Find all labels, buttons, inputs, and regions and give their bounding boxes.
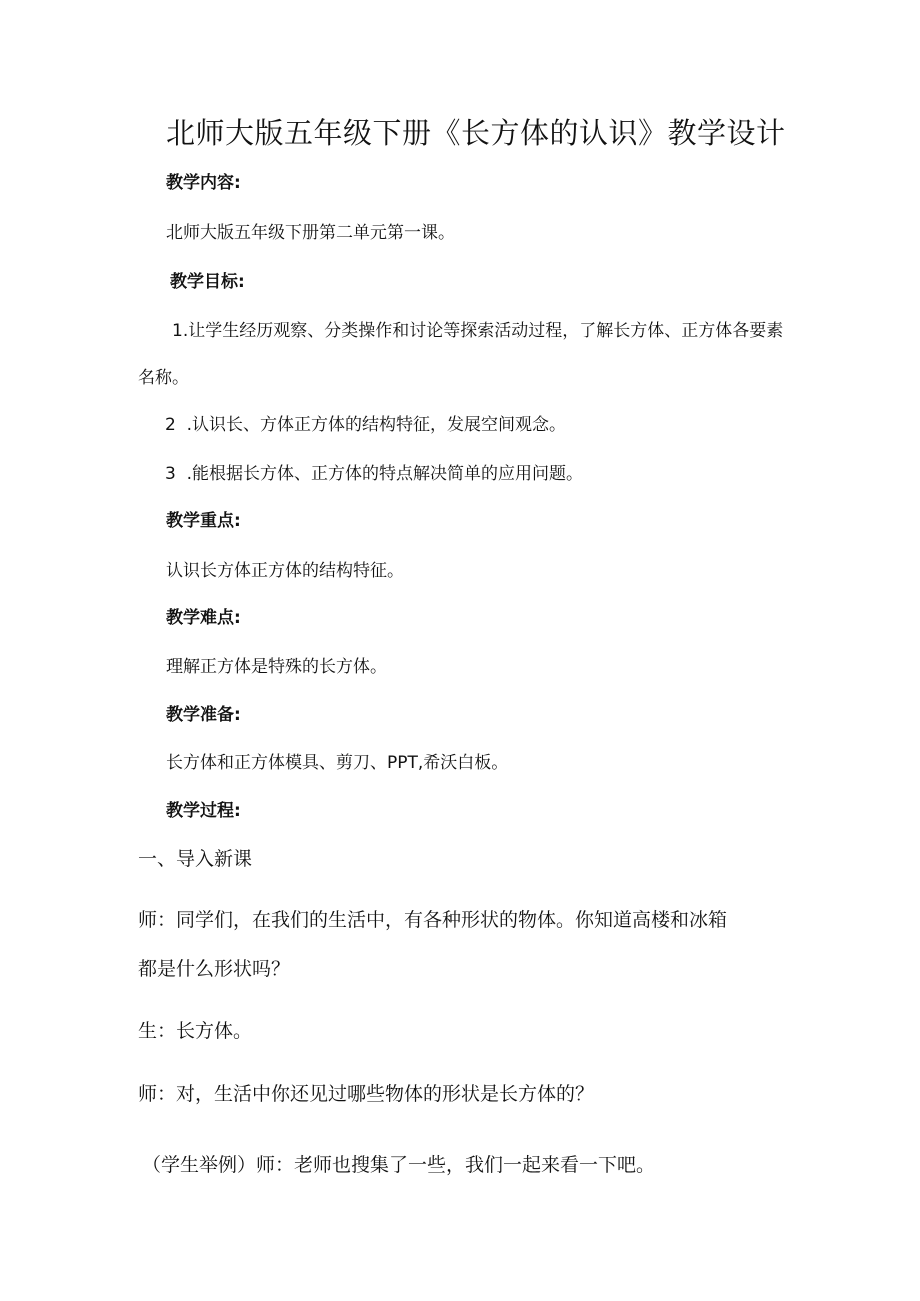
preparation-text: 长方体和正方体模具、剪刀、PPT,希沃白板。: [166, 753, 509, 773]
part-1-heading: 一、导入新课: [138, 848, 253, 870]
goal-1-line-2: 名称。: [138, 368, 189, 388]
content-heading: 教学内容:: [166, 173, 241, 193]
difficulty-text: 理解正方体是特殊的长方体。: [166, 657, 387, 677]
dialogue-1-line-2: 都是什么形状吗？: [138, 958, 291, 980]
difficulty-heading: 教学难点:: [166, 608, 241, 628]
goals-heading: 教学目标:: [170, 272, 245, 292]
content-text: 北师大版五年级下册第二单元第一课。: [166, 223, 455, 243]
goal-2: 2 .认识长、方体正方体的结构特征，发展空间观念。: [165, 415, 567, 435]
dialogue-3: 师：对，生活中你还见过哪些物体的形状是长方体的？: [138, 1083, 595, 1105]
process-heading: 教学过程:: [166, 801, 241, 821]
key-points-heading: 教学重点:: [166, 511, 241, 531]
preparation-heading: 教学准备:: [166, 705, 241, 725]
dialogue-4: （学生举例）师：老师也搜集了一些，我们一起来看一下吧。: [142, 1154, 656, 1176]
dialogue-1-line-1: 师：同学们，在我们的生活中，有各种形状的物体。你知道高楼和冰箱: [138, 909, 728, 931]
dialogue-2: 生：长方体。: [138, 1020, 253, 1042]
key-points-text: 认识长方体正方体的结构特征。: [166, 561, 404, 581]
goal-3: 3 .能根据长方体、正方体的特点解决简单的应用问题。: [165, 464, 584, 484]
goal-1-line-1: 1.让学生经历观察、分类操作和讨论等探索活动过程，了解长方体、正方体各要素: [172, 321, 784, 341]
document-title: 北师大版五年级下册《长方体的认识》教学设计: [166, 116, 786, 150]
